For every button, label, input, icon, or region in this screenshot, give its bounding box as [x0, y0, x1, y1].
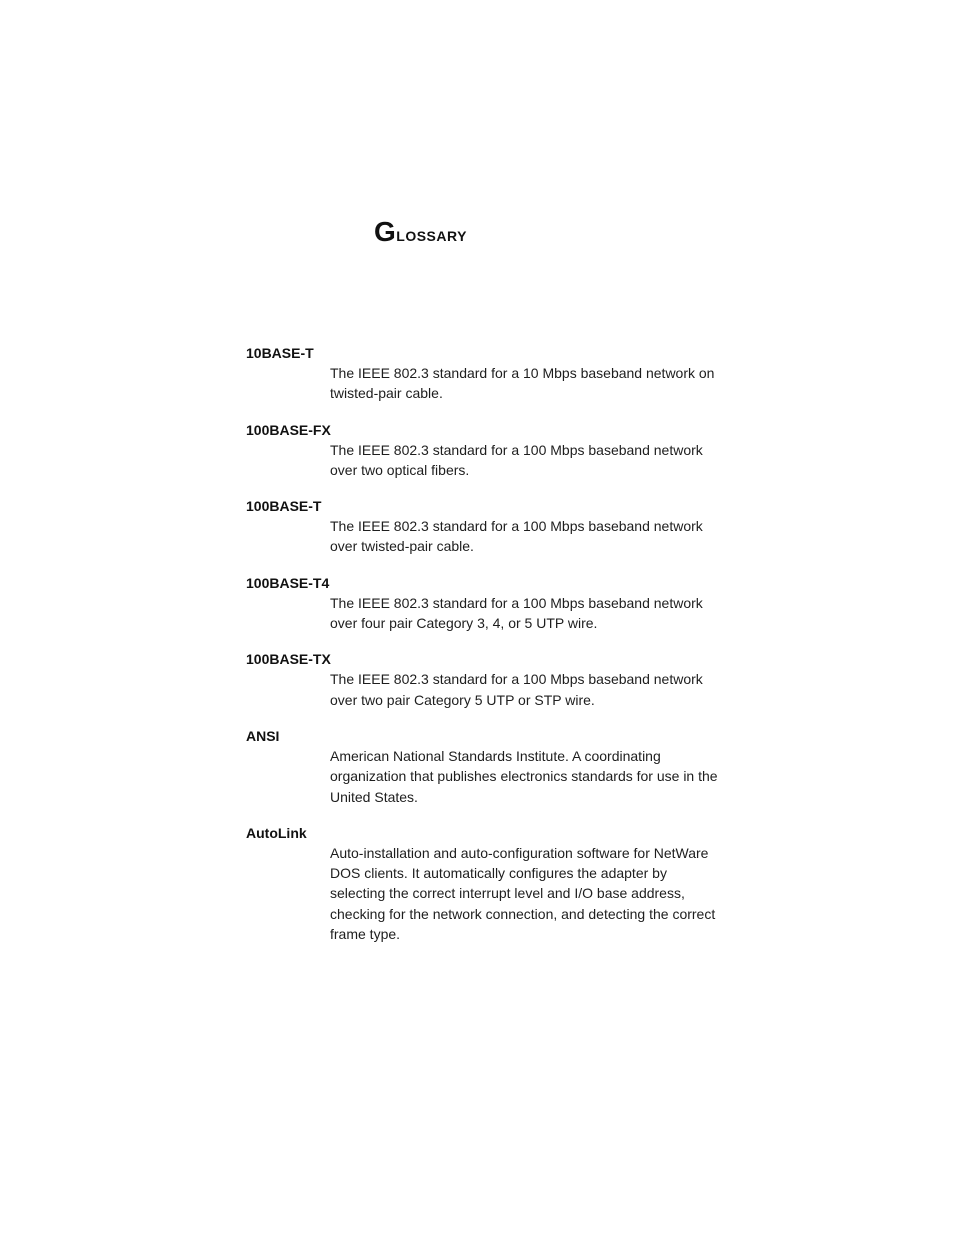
glossary-entry [246, 343, 726, 404]
glossary-definition: The IEEE 802.3 standard for a 100 Mbps baseband network over twisted-pair cable. [330, 518, 703, 555]
glossary-term: AutoLink [246, 824, 307, 841]
glossary-term: ANSI [246, 727, 280, 744]
glossary-term: 10BASE-T [246, 345, 314, 361]
page-title-initial: G [374, 216, 397, 247]
glossary-entry [246, 420, 726, 481]
glossary-term: 100BASE-T [246, 498, 322, 515]
glossary-definition: The IEEE 802.3 standard for a 100 Mbps baseband network over two pair Category 5 UTP or STP wire. [330, 671, 703, 708]
glossary-list [246, 343, 726, 960]
glossary-definition: Auto-installation and auto-configuration software for NetWare DOS clients. It automatically configures the adapter by selecting the correct interrupt level and I/O base address, checking for the network connection, and detecting the correct frame type. [330, 844, 716, 943]
glossary-term: 100BASE-T4 [246, 574, 330, 591]
glossary-entry [246, 496, 726, 557]
glossary-term: 100BASE-TX [246, 651, 331, 668]
glossary-definition: American National Standards Institute. A coordinating organization that publishes electronics standards for use in the United States. [330, 747, 718, 805]
glossary-definition: The IEEE 802.3 standard for a 100 Mbps baseband network over four pair Category 3, 4, or 5 UTP wire. [330, 594, 703, 632]
glossary-definition: The IEEE 802.3 standard for a 10 Mbps baseband network on twisted-pair cable. [330, 365, 715, 402]
glossary-term: 100BASE-FX [246, 421, 331, 438]
glossary-entry [246, 573, 726, 634]
page-title-rest: lossary [396, 224, 467, 246]
glossary-entry [246, 823, 726, 944]
glossary-entry [246, 649, 726, 710]
glossary-definition: The IEEE 802.3 standard for a 100 Mbps baseband network over two optical fibers. [330, 441, 703, 478]
glossary-entry [246, 726, 726, 807]
page-title [374, 214, 467, 253]
